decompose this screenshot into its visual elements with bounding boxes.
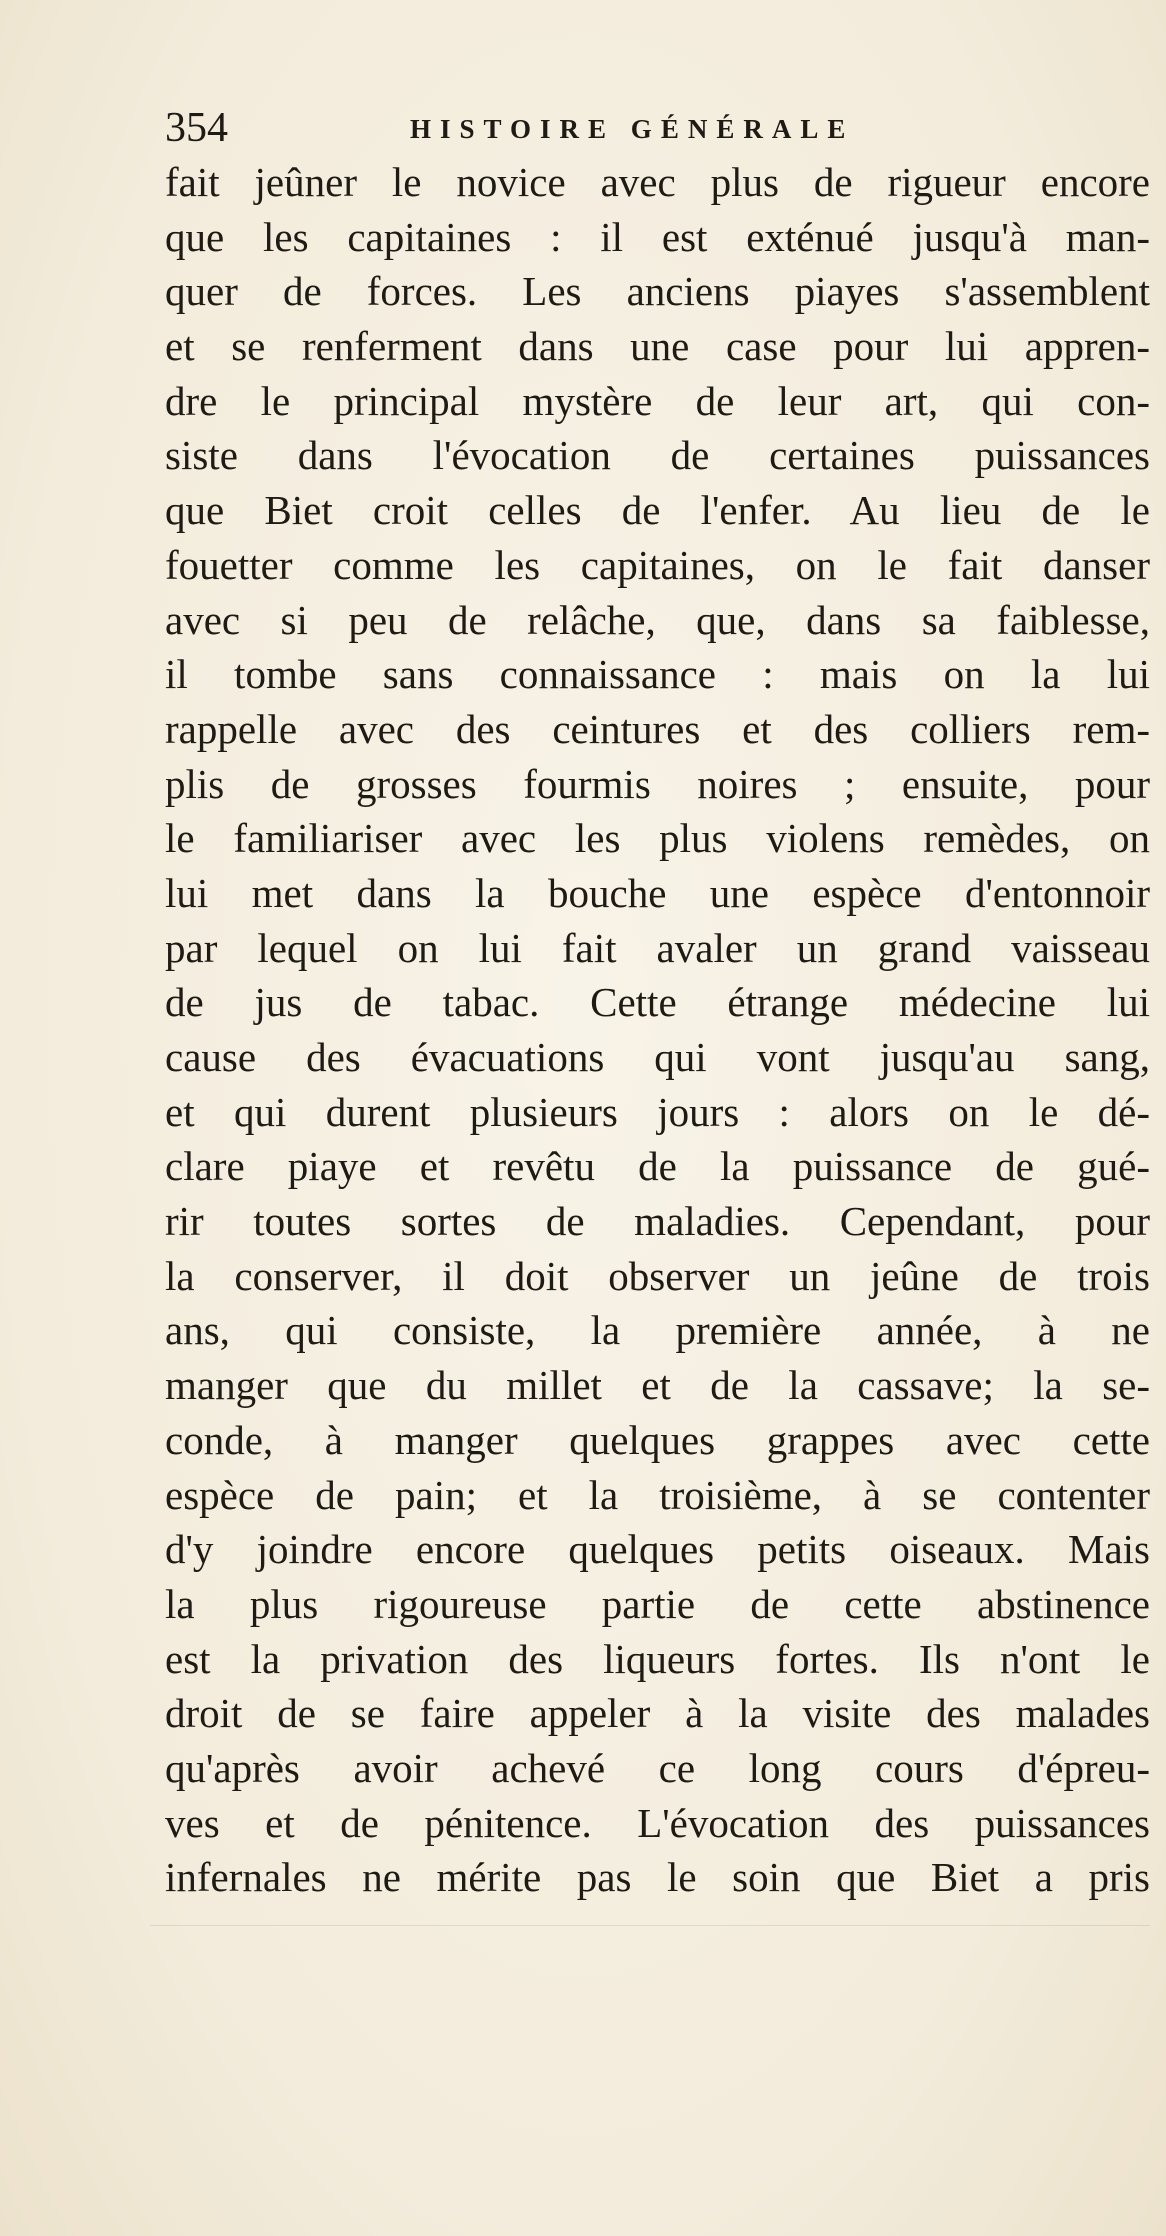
text-line: que les capitaines : il est exténué jusqu'à man- bbox=[165, 213, 1150, 260]
text-line: il tombe sans connaissance : mais on la lui bbox=[165, 651, 1150, 698]
text-line: est la privation des liqueurs fortes. Ils n'ont le bbox=[165, 1635, 1150, 1682]
text-line: qu'après avoir achevé ce long cours d'épreu- bbox=[165, 1744, 1150, 1791]
text-line: que Biet croit celles de l'enfer. Au lieu de le bbox=[165, 487, 1150, 534]
running-title: HISTOIRE GÉNÉRALE bbox=[410, 114, 855, 144]
text-line: ans, qui consiste, la première année, à ne bbox=[165, 1307, 1150, 1354]
text-line: manger que du millet et de la cassave; la se- bbox=[165, 1362, 1150, 1409]
text-line: par lequel on lui fait avaler un grand vaisseau bbox=[165, 924, 1150, 971]
text-line: droit de se faire appeler à la visite des malades bbox=[165, 1690, 1150, 1737]
text-line: fouetter comme les capitaines, on le fait danser bbox=[165, 541, 1150, 588]
text-line: rir toutes sortes de maladies. Cependant, pour bbox=[165, 1198, 1150, 1245]
text-line: cause des évacuations qui vont jusqu'au sang, bbox=[165, 1034, 1150, 1080]
text-line: espèce de pain; et la troisième, à se contenter bbox=[165, 1471, 1150, 1518]
text-line: et se renferment dans une case pour lui appren- bbox=[165, 323, 1150, 370]
text-block-edge bbox=[150, 1925, 1150, 1926]
text-line: ves et de pénitence. L'évocation des puissances bbox=[165, 1799, 1150, 1846]
text-line: le familiariser avec les plus violens remèdes, on bbox=[165, 815, 1150, 862]
text-line: infernales ne mérite pas le soin que Biet a pris bbox=[165, 1854, 1150, 1901]
text-line: dre le principal mystère de leur art, qui con- bbox=[165, 377, 1150, 424]
text-line: avec si peu de relâche, que, dans sa faiblesse, bbox=[165, 596, 1150, 643]
text-line: la conserver, il doit observer un jeûne de trois bbox=[165, 1252, 1150, 1299]
body-text bbox=[165, 155, 1150, 1905]
text-line: plis de grosses fourmis noires ; ensuite, pour bbox=[165, 760, 1150, 807]
page-number: 354 bbox=[165, 105, 228, 151]
text-line: la plus rigoureuse partie de cette abstinence bbox=[165, 1580, 1150, 1627]
text-line: de jus de tabac. Cette étrange médecine lui bbox=[165, 979, 1150, 1026]
text-line: quer de forces. Les anciens piayes s'assemblent bbox=[165, 268, 1150, 315]
text-line: et qui durent plusieurs jours : alors on le dé- bbox=[165, 1088, 1150, 1135]
text-line: conde, à manger quelques grappes avec cette bbox=[165, 1416, 1150, 1463]
text-line: fait jeûner le novice avec plus de rigueur encore bbox=[165, 159, 1150, 205]
page-header bbox=[165, 104, 1150, 154]
text-line: siste dans l'évocation de certaines puissances bbox=[165, 432, 1150, 479]
text-line: d'y joindre encore quelques petits oiseaux. Mais bbox=[165, 1526, 1150, 1573]
text-line: clare piaye et revêtu de la puissance de gué- bbox=[165, 1143, 1150, 1190]
text-line: lui met dans la bouche une espèce d'entonnoir bbox=[165, 869, 1150, 916]
text-line: rappelle avec des ceintures et des colliers rem- bbox=[165, 705, 1150, 752]
